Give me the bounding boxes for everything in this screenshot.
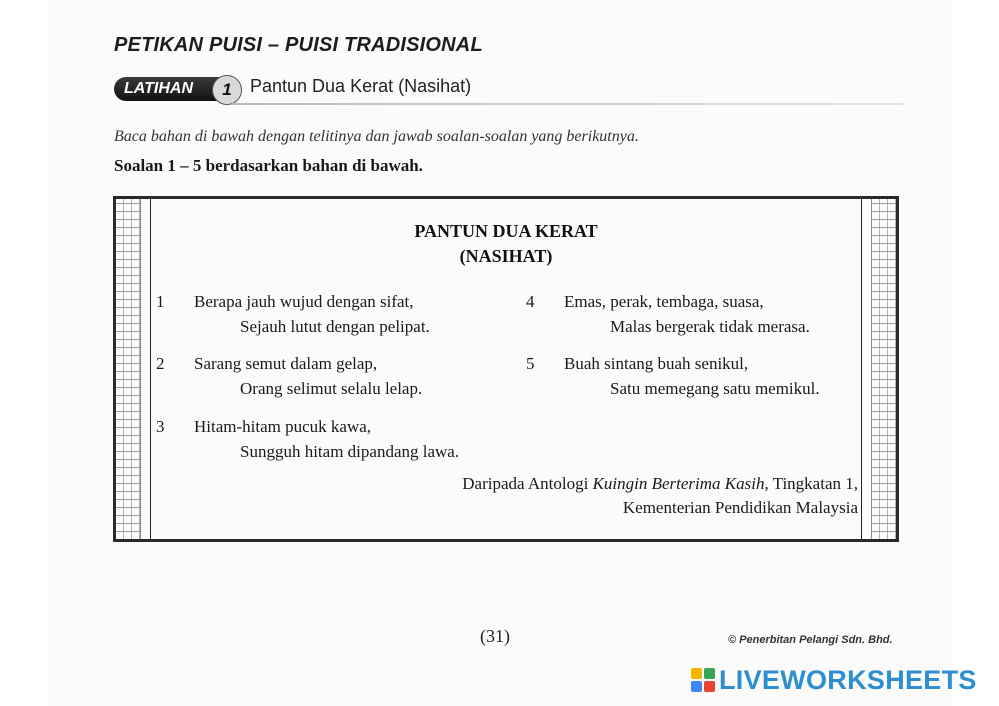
header-divider [232, 103, 904, 105]
liveworksheets-logo-icon [691, 668, 715, 692]
source-suffix: , Tingkatan 1, [764, 474, 858, 493]
stanza-line-1: Berapa jauh wujud dengan sifat, [194, 292, 414, 311]
stanza-number: 1 [156, 292, 165, 311]
exercise-title: Pantun Dua Kerat (Nasihat) [250, 76, 472, 96]
stanza-line-2: Malas bergerak tidak merasa. [610, 317, 810, 336]
stanza-number: 4 [526, 292, 535, 311]
stanza-number: 2 [156, 354, 165, 373]
stanza-line-1: Emas, perak, tembaga, suasa, [564, 292, 764, 311]
stanza-number: 5 [526, 354, 535, 373]
liveworksheets-brand-text: LIVEWORKSHEETS [719, 664, 977, 695]
stanza-line-1: Buah sintang buah senikul, [564, 354, 749, 373]
stanza-line-2: Sejauh lutut dengan pelipat. [240, 317, 430, 336]
source-publisher: Kementerian Pendidikan Malaysia [622, 498, 858, 517]
latihan-badge: LATIHAN [114, 77, 234, 101]
section-title: PETIKAN PUISI – PUISI TRADISIONAL [114, 34, 483, 56]
stanza-line-2: Satu memegang satu memikul. [610, 379, 820, 398]
source-prefix: Daripada Antologi [462, 474, 593, 493]
stanza-line-1: Sarang semut dalam gelap, [194, 354, 378, 373]
question-range-note: Soalan 1 – 5 berdasarkan bahan di bawah. [114, 156, 423, 175]
latihan-number: 1 [212, 75, 242, 105]
poem-title: PANTUN DUA KERAT [414, 221, 598, 241]
stanza-line-2: Orang selimut selalu lelap. [240, 379, 423, 398]
publisher-credit: © Penerbitan Pelangi Sdn. Bhd. [728, 634, 893, 646]
poem-frame [113, 196, 899, 542]
source-book-title: Kuingin Berterima Kasih [592, 474, 765, 493]
liveworksheets-logo[interactable] [691, 662, 977, 698]
stanza-number: 3 [156, 417, 165, 436]
stanza-line-2: Sungguh hitam dipandang lawa. [240, 442, 460, 461]
stanza-line-1: Hitam-hitam pucuk kawa, [194, 417, 372, 436]
instruction-text: Baca bahan di bawah dengan telitinya dan jawab soalan-soalan yang berikutnya. [114, 128, 639, 145]
poem-subtitle: (NASIHAT) [459, 246, 553, 266]
page-number: (31) [480, 626, 510, 646]
page-number-value: 31 [486, 626, 504, 646]
source-citation [462, 472, 858, 520]
exercise-header [114, 75, 904, 105]
